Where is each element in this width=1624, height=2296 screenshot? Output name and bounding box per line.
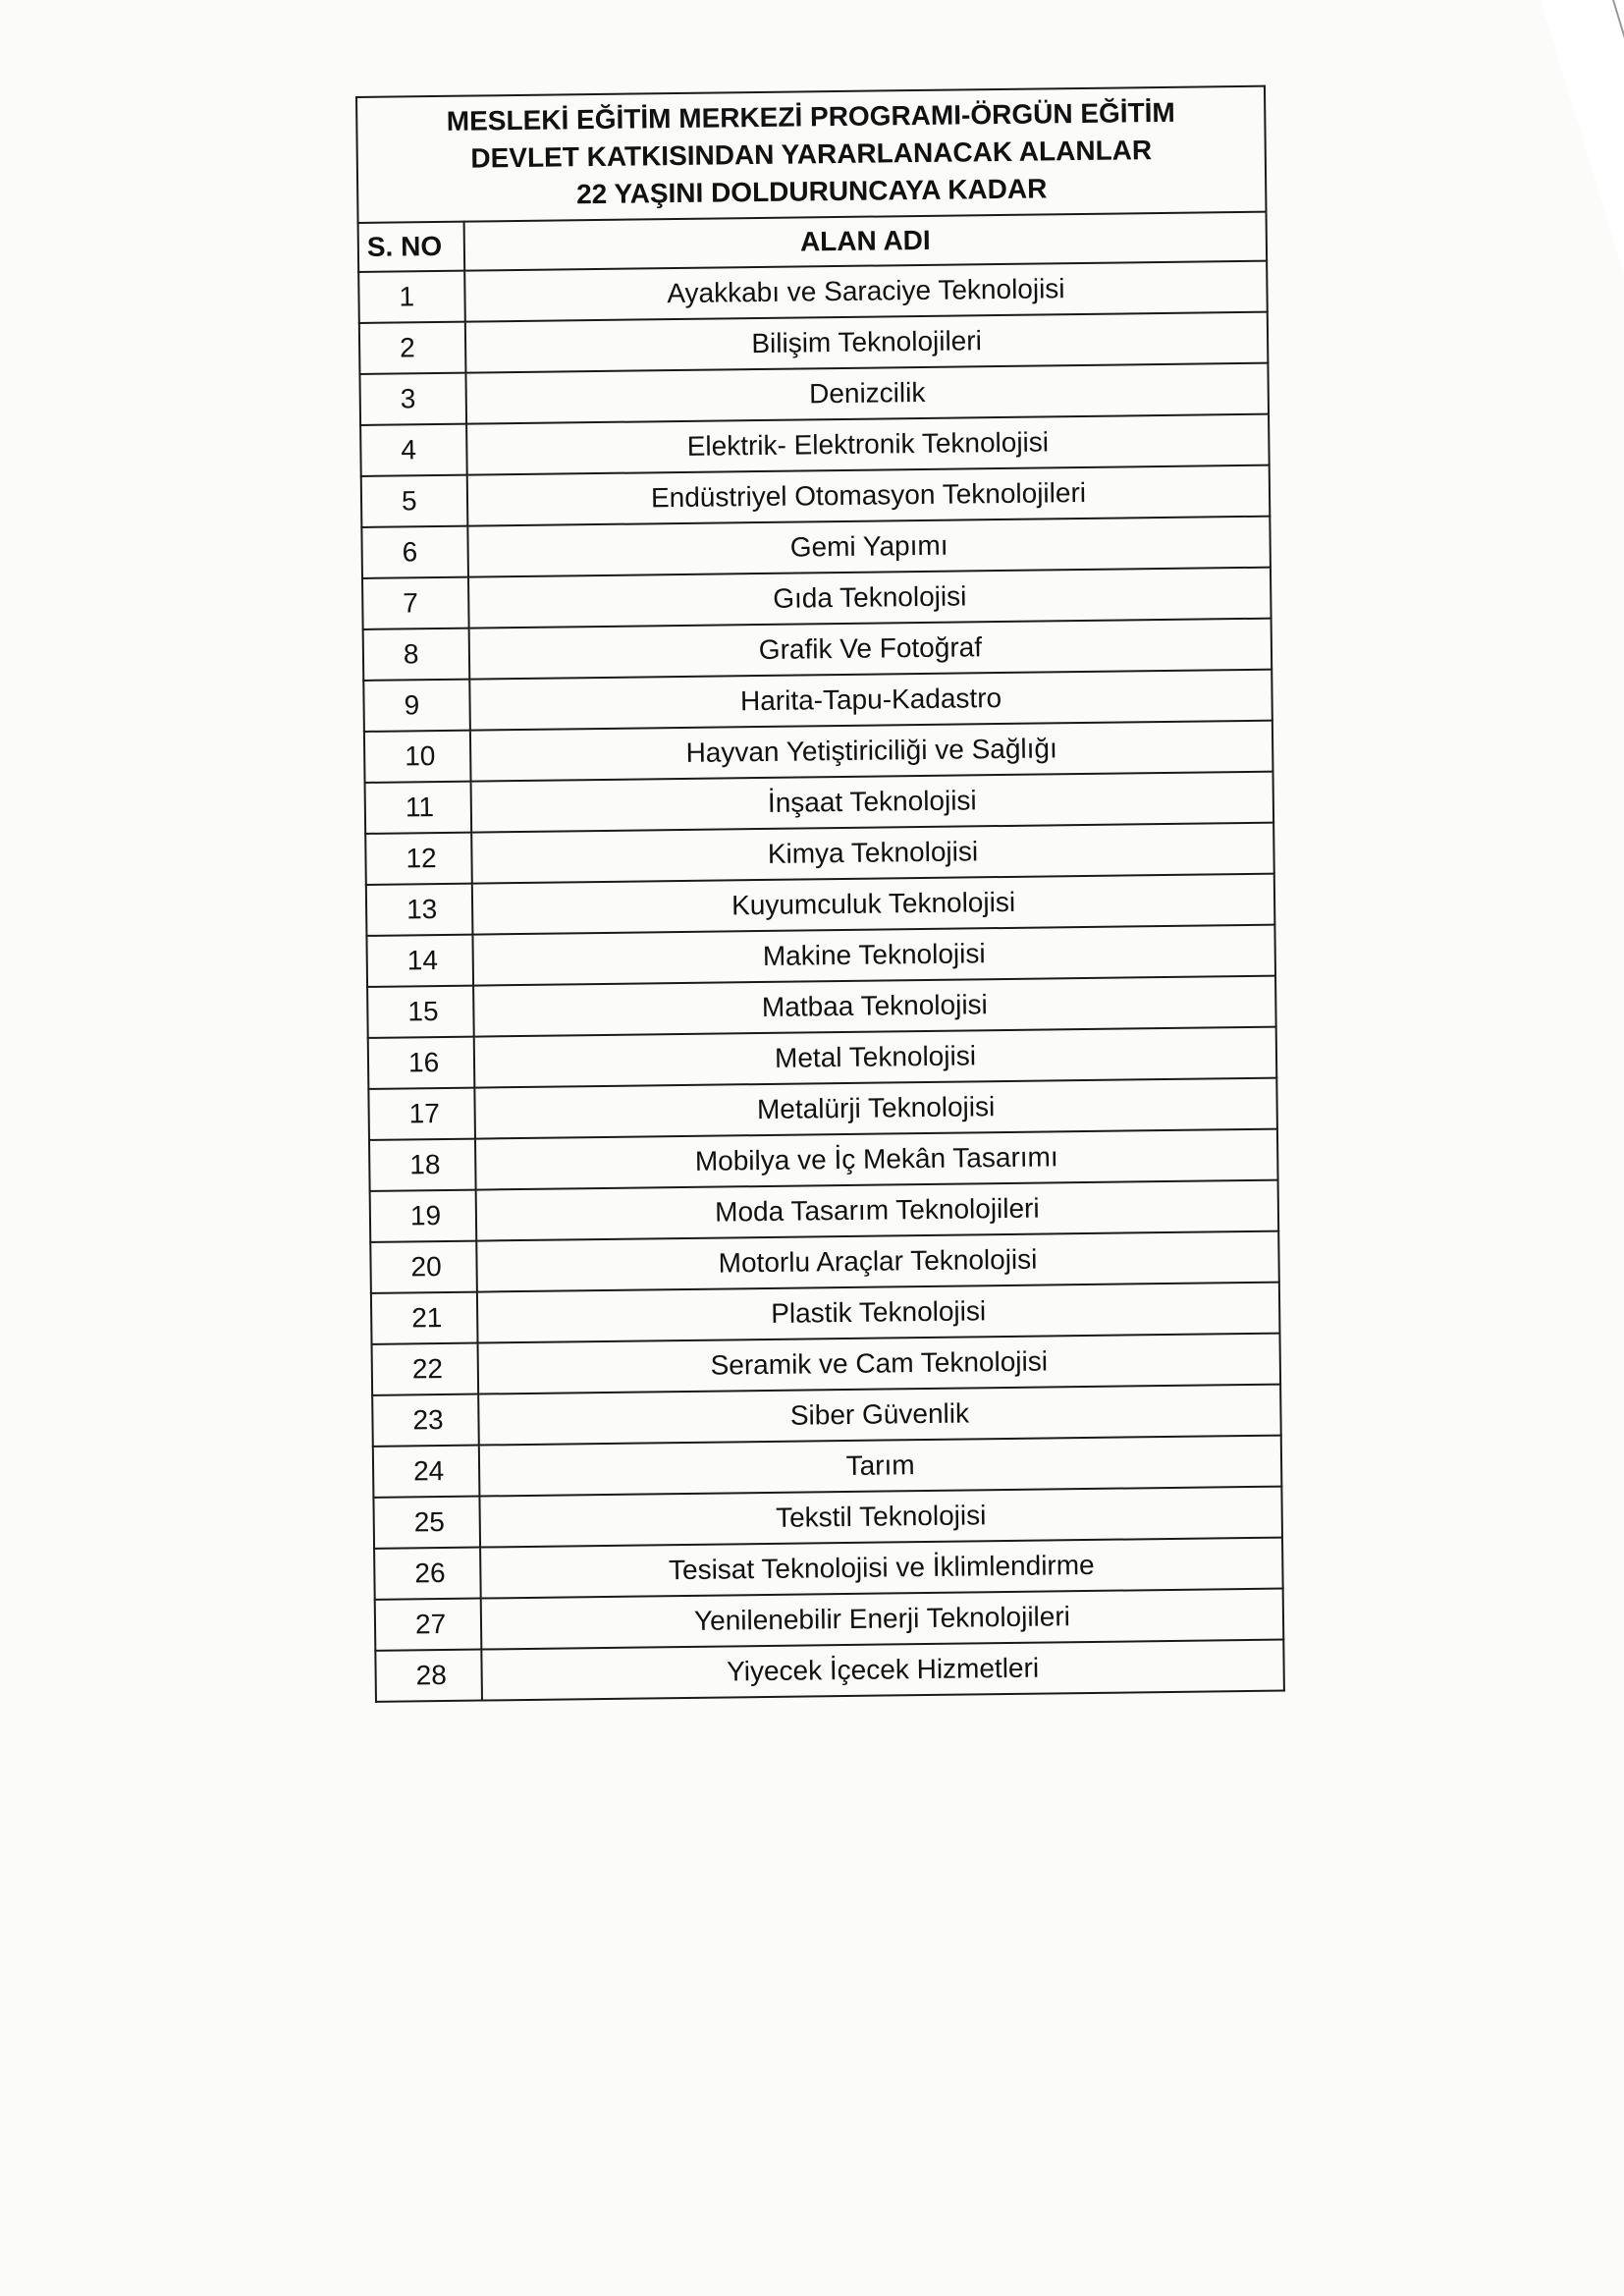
row-number: 20 bbox=[370, 1241, 477, 1293]
row-field-name: Mobilya ve İç Mekân Tasarımı bbox=[475, 1129, 1278, 1190]
row-number: 25 bbox=[373, 1497, 480, 1549]
title-line-1: MESLEKİ EĞİTİM MERKEZİ PROGRAMI-ÖRGÜN EĞİTİM bbox=[446, 96, 1175, 137]
table-body bbox=[358, 261, 1284, 1702]
row-number: 18 bbox=[369, 1139, 476, 1191]
row-number: 1 bbox=[358, 271, 465, 323]
row-number: 12 bbox=[365, 833, 472, 885]
row-number: 7 bbox=[362, 577, 469, 629]
row-field-name: Siber Güvenlik bbox=[478, 1385, 1281, 1446]
row-number: 27 bbox=[375, 1599, 482, 1651]
row-field-name: İnşaat Teknolojisi bbox=[471, 772, 1274, 833]
row-number: 21 bbox=[371, 1292, 478, 1344]
row-number: 5 bbox=[361, 475, 468, 527]
row-number: 11 bbox=[365, 782, 472, 834]
fields-table bbox=[355, 85, 1285, 1703]
row-number: 15 bbox=[367, 986, 474, 1038]
row-number: 22 bbox=[372, 1343, 479, 1395]
row-field-name: Makine Teknolojisi bbox=[472, 925, 1275, 986]
table-row bbox=[375, 1640, 1284, 1702]
title-line-2: DEVLET KATKISINDAN YARARLANACAK ALANLAR bbox=[470, 135, 1153, 174]
row-field-name: Tesisat Teknolojisi ve İklimlendirme bbox=[480, 1538, 1283, 1599]
row-field-name: Bilişim Teknolojileri bbox=[465, 312, 1269, 373]
row-field-name: Kimya Teknolojisi bbox=[471, 823, 1274, 884]
row-number: 26 bbox=[374, 1548, 481, 1600]
row-number: 6 bbox=[361, 526, 468, 578]
page-corner-fold bbox=[1541, 0, 1624, 275]
row-field-name: Moda Tasarım Teknolojileri bbox=[476, 1180, 1279, 1241]
row-field-name: Kuyumculuk Teknolojisi bbox=[472, 874, 1275, 935]
row-field-name: Tekstil Teknolojisi bbox=[479, 1487, 1282, 1548]
row-field-name: Elektrik- Elektronik Teknolojisi bbox=[466, 414, 1270, 475]
row-field-name: Yiyecek İçecek Hizmetleri bbox=[481, 1640, 1284, 1701]
row-field-name: Harita-Tapu-Kadastro bbox=[469, 670, 1272, 731]
row-number: 23 bbox=[372, 1394, 479, 1447]
row-field-name: Gıda Teknolojisi bbox=[468, 568, 1272, 629]
row-field-name: Grafik Ve Fotoğraf bbox=[469, 619, 1272, 680]
row-number: 9 bbox=[363, 680, 470, 732]
row-field-name: Denizcilik bbox=[465, 363, 1269, 424]
table-title bbox=[356, 86, 1266, 223]
row-number: 17 bbox=[368, 1088, 475, 1140]
row-field-name: Ayakkabı ve Saraciye Teknolojisi bbox=[464, 261, 1268, 322]
row-field-name: Metalürji Teknolojisi bbox=[474, 1078, 1277, 1139]
row-field-name: Endüstriyel Otomasyon Teknolojileri bbox=[467, 465, 1271, 526]
row-field-name: Seramik ve Cam Teknolojisi bbox=[478, 1334, 1281, 1394]
row-field-name: Tarım bbox=[479, 1436, 1282, 1497]
row-number: 16 bbox=[368, 1037, 475, 1089]
row-number: 4 bbox=[360, 424, 467, 476]
row-field-name: Hayvan Yetiştiriciliği ve Sağlığı bbox=[470, 721, 1273, 782]
row-number: 8 bbox=[363, 629, 470, 681]
row-field-name: Gemi Yapımı bbox=[467, 517, 1271, 577]
row-number: 3 bbox=[359, 373, 466, 425]
row-field-name: Metal Teknolojisi bbox=[474, 1027, 1277, 1088]
row-field-name: Matbaa Teknolojisi bbox=[473, 976, 1276, 1037]
row-number: 10 bbox=[364, 731, 471, 783]
title-line-3: 22 YAŞINI DOLDURUNCAYA KADAR bbox=[575, 173, 1048, 210]
column-header-no: S. NO bbox=[358, 222, 465, 272]
row-number: 2 bbox=[359, 322, 466, 374]
row-field-name: Plastik Teknolojisi bbox=[477, 1283, 1280, 1343]
column-header-name: ALAN ADI bbox=[464, 212, 1268, 271]
row-number: 13 bbox=[366, 884, 473, 936]
row-number: 28 bbox=[375, 1650, 482, 1702]
row-number: 19 bbox=[370, 1190, 477, 1242]
row-number: 14 bbox=[366, 935, 473, 987]
row-field-name: Yenilenebilir Enerji Teknolojileri bbox=[481, 1589, 1284, 1650]
row-number: 24 bbox=[373, 1446, 480, 1498]
row-field-name: Motorlu Araçlar Teknolojisi bbox=[476, 1231, 1279, 1292]
